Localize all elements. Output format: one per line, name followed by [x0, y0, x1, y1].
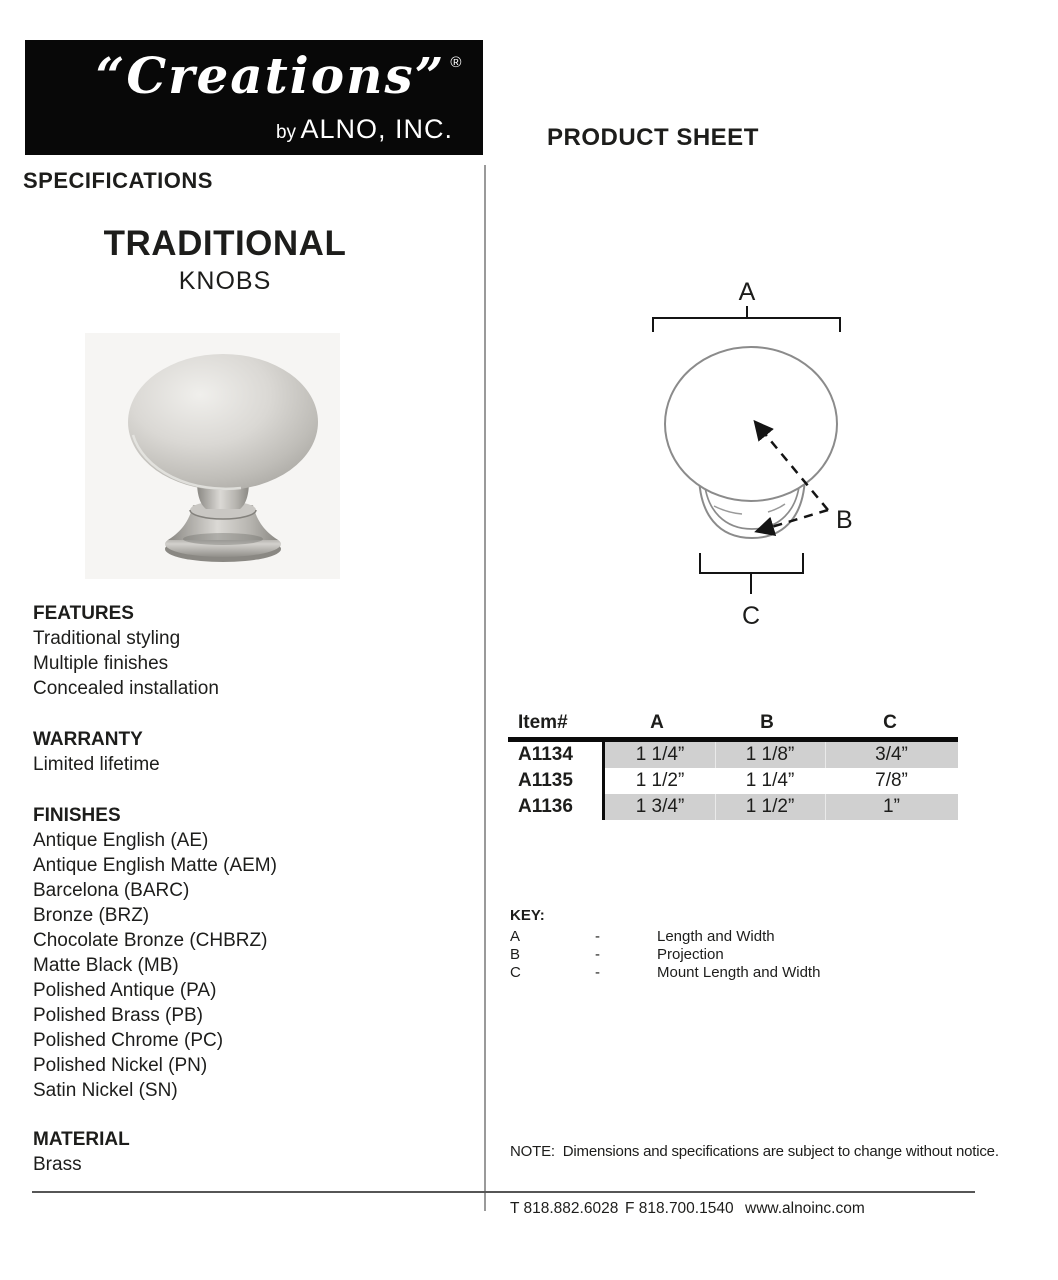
key-entry	[510, 946, 820, 964]
dim-a-value: 1 3/4”	[635, 796, 685, 817]
key-description: Mount Length and Width	[657, 964, 821, 981]
key-description: Projection	[657, 946, 724, 963]
finish-item: Antique English Matte (AEM)	[33, 855, 277, 876]
table-row	[508, 794, 958, 820]
key-entry	[510, 964, 820, 982]
finish-item: Chocolate Bronze (CHBRZ)	[33, 930, 268, 951]
table-header-item: Item#	[518, 712, 568, 733]
diagram-label-b: B	[836, 506, 853, 534]
feature-item: Multiple finishes	[33, 653, 169, 674]
disclaimer-note: NOTE: Dimensions and specifications are subject to change without notice.	[510, 1143, 999, 1160]
key-heading: KEY:	[510, 907, 545, 924]
dim-b-value: 1 1/2”	[715, 794, 825, 820]
diagram-label-c: C	[741, 602, 761, 630]
diagram-label-a: A	[738, 278, 756, 306]
dimensions-table	[508, 708, 958, 820]
product-title-block	[40, 224, 410, 296]
footer-divider	[32, 1191, 975, 1193]
dim-a-value: 1 1/2”	[635, 770, 685, 791]
logo-byline	[276, 114, 453, 145]
dim-c-value: 3/4”	[825, 742, 958, 768]
table-header-a: A	[650, 712, 664, 733]
specifications-heading: SPECIFICATIONS	[23, 168, 213, 193]
finish-item: Polished Nickel (PN)	[33, 1055, 208, 1076]
finish-item: Antique English (AE)	[33, 830, 209, 851]
key-dash: -	[595, 928, 600, 945]
features-heading: FEATURES	[33, 603, 134, 624]
key-letter: B	[510, 946, 521, 963]
finish-item: Polished Antique (PA)	[33, 980, 217, 1001]
registered-trademark-icon: ®	[450, 54, 462, 71]
key-dash: -	[595, 946, 600, 963]
feature-item: Traditional styling	[33, 628, 181, 649]
item-number: A1135	[518, 770, 573, 791]
warranty-section	[33, 727, 453, 777]
logo-script-word: “Creations”	[95, 46, 446, 105]
finishes-heading: FINISHES	[33, 805, 121, 826]
finishes-section	[33, 803, 453, 1103]
product-sheet-heading: PRODUCT SHEET	[547, 124, 759, 151]
key-entry	[510, 928, 820, 946]
product-subtitle: KNOBS	[178, 267, 272, 295]
dimension-diagram	[600, 260, 920, 640]
column-divider	[484, 165, 486, 1211]
footer-website: www.alnoinc.com	[745, 1200, 865, 1217]
dim-b-value: 1 1/4”	[715, 768, 825, 794]
finish-item: Polished Brass (PB)	[33, 1005, 204, 1026]
logo-script-text	[80, 46, 477, 105]
table-header-b: B	[760, 712, 774, 733]
product-photo	[85, 333, 340, 579]
warranty-heading: WARRANTY	[33, 729, 143, 750]
footer-phone: T 818.882.6028	[510, 1200, 619, 1217]
finish-item: Matte Black (MB)	[33, 955, 179, 976]
item-number: A1134	[518, 744, 573, 765]
material-section	[33, 1127, 453, 1177]
features-section	[33, 601, 453, 701]
item-number: A1136	[518, 796, 573, 817]
table-header-c: C	[883, 712, 897, 733]
dimension-key	[510, 906, 820, 982]
key-letter: C	[510, 964, 521, 981]
key-dash: -	[595, 964, 600, 981]
logo-company-name: ALNO, INC.	[300, 114, 453, 144]
finish-item: Polished Chrome (PC)	[33, 1030, 224, 1051]
logo-byline-prefix: by	[275, 122, 297, 143]
finish-item: Satin Nickel (SN)	[33, 1080, 178, 1101]
dim-c-value: 1”	[825, 794, 958, 820]
dim-b-value: 1 1/8”	[715, 742, 825, 768]
product-title: TRADITIONAL	[103, 224, 347, 263]
key-description: Length and Width	[657, 928, 775, 945]
dim-c-value: 7/8”	[825, 768, 958, 794]
warranty-item: Limited lifetime	[33, 754, 160, 775]
material-heading: MATERIAL	[33, 1129, 130, 1150]
creations-logo	[25, 40, 483, 155]
feature-item: Concealed installation	[33, 678, 219, 699]
footer-fax: F 818.700.1540	[625, 1200, 734, 1217]
finish-item: Bronze (BRZ)	[33, 905, 150, 926]
table-header-row	[508, 708, 958, 742]
finish-item: Barcelona (BARC)	[33, 880, 190, 901]
table-row	[508, 768, 958, 794]
dim-a-value: 1 1/4”	[635, 744, 685, 765]
table-row	[508, 742, 958, 768]
key-letter: A	[510, 928, 521, 945]
material-item: Brass	[33, 1154, 82, 1175]
